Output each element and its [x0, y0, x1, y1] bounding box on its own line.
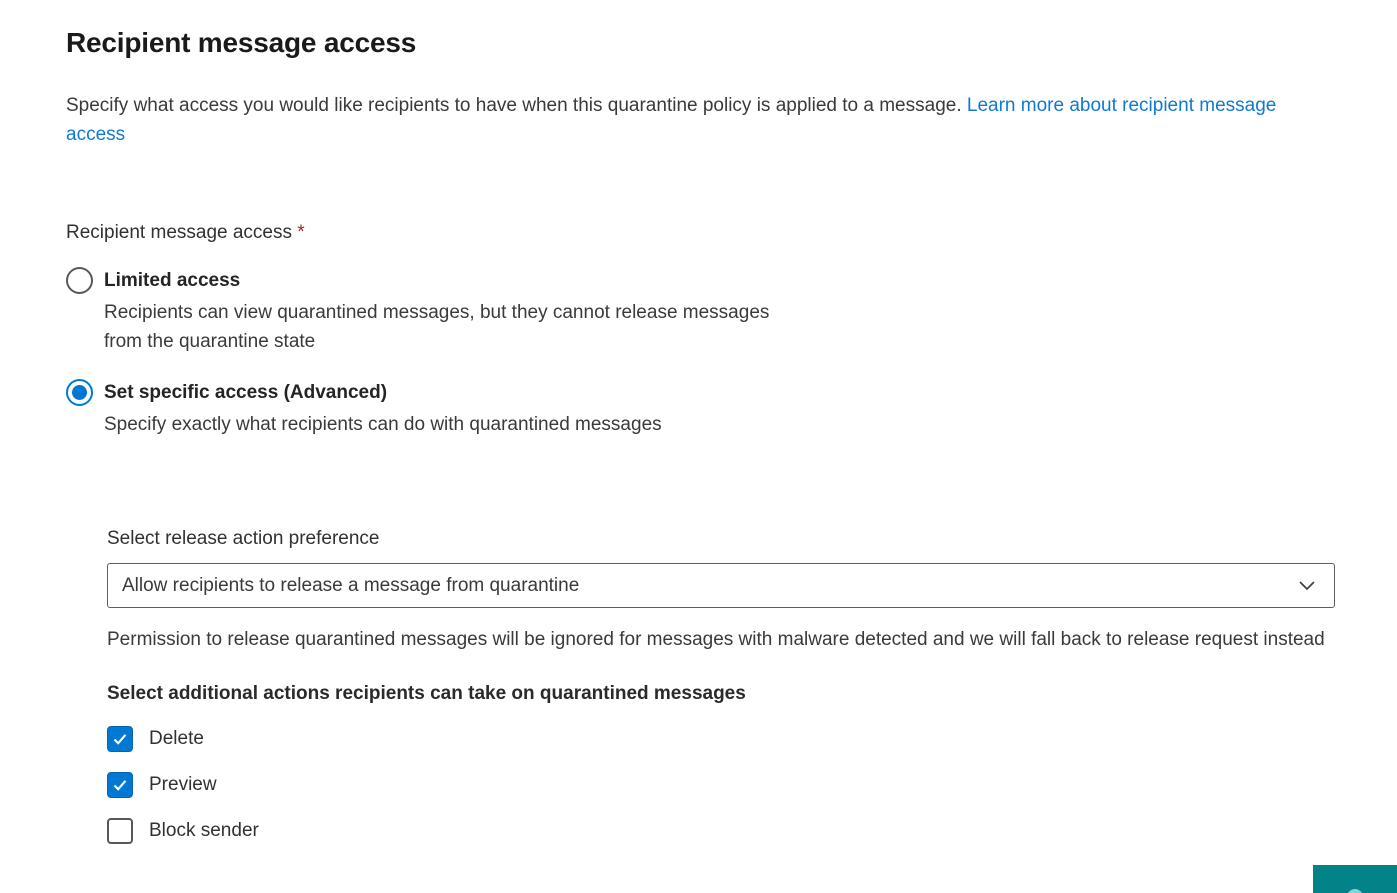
- radio-option-limited-access[interactable]: [66, 267, 1397, 356]
- checkbox-row-delete[interactable]: [107, 726, 204, 752]
- required-asterisk: *: [297, 222, 305, 243]
- checkmark-icon: [112, 778, 128, 792]
- learn-more-link[interactable]: Learn more about recipient message access: [66, 95, 1277, 145]
- radio-option-label: Limited access: [104, 270, 241, 291]
- radio-option-limited-access-texts: [104, 267, 776, 356]
- checkbox-row-block-sender[interactable]: [107, 818, 259, 844]
- release-preference-dropdown[interactable]: [107, 563, 1335, 608]
- smiley-icon: [1347, 889, 1363, 893]
- release-preference-label: Select release action preference: [107, 528, 380, 549]
- page-title: Recipient message access: [66, 27, 417, 58]
- checkmark-icon: [112, 732, 128, 746]
- access-field-label: [66, 221, 1397, 244]
- radio-selected-icon[interactable]: [66, 379, 93, 406]
- radio-option-set-specific-access[interactable]: [66, 379, 1397, 439]
- radio-unselected-icon[interactable]: [66, 267, 93, 294]
- checkbox-label: Delete: [149, 728, 204, 749]
- radio-option-set-specific-access-texts: [104, 379, 662, 439]
- checkbox-checked-icon[interactable]: [107, 772, 133, 798]
- page-description-text: Specify what access you would like recipients to have when this quarantine policy is applied to a message.: [66, 95, 962, 116]
- checkbox-label: Block sender: [149, 820, 259, 841]
- advanced-access-section: [107, 527, 1397, 844]
- checkbox-checked-icon[interactable]: [107, 726, 133, 752]
- radio-option-description: Specify exactly what recipients can do with quarantined messages: [104, 414, 662, 435]
- radio-option-description: Recipients can view quarantined messages, but they cannot release messages from the quarantine state: [104, 302, 770, 352]
- page-description: [66, 91, 1338, 149]
- additional-actions-label: Select additional actions recipients can take on quarantined messages: [107, 683, 746, 704]
- checkbox-unchecked-icon[interactable]: [107, 818, 133, 844]
- access-field-label-text: Recipient message access: [66, 222, 292, 243]
- checkbox-row-preview[interactable]: [107, 772, 217, 798]
- radio-option-label: Set specific access (Advanced): [104, 382, 388, 403]
- checkbox-label: Preview: [149, 774, 217, 795]
- dropdown-selected-value: Allow recipients to release a message from quarantine: [122, 574, 580, 596]
- release-preference-note: Permission to release quarantined messages will be ignored for messages with malware detected and we will fall back to release request instead: [107, 629, 1325, 650]
- feedback-button[interactable]: [1313, 865, 1397, 893]
- radio-dot: [72, 385, 87, 400]
- chevron-down-icon: [1299, 581, 1315, 591]
